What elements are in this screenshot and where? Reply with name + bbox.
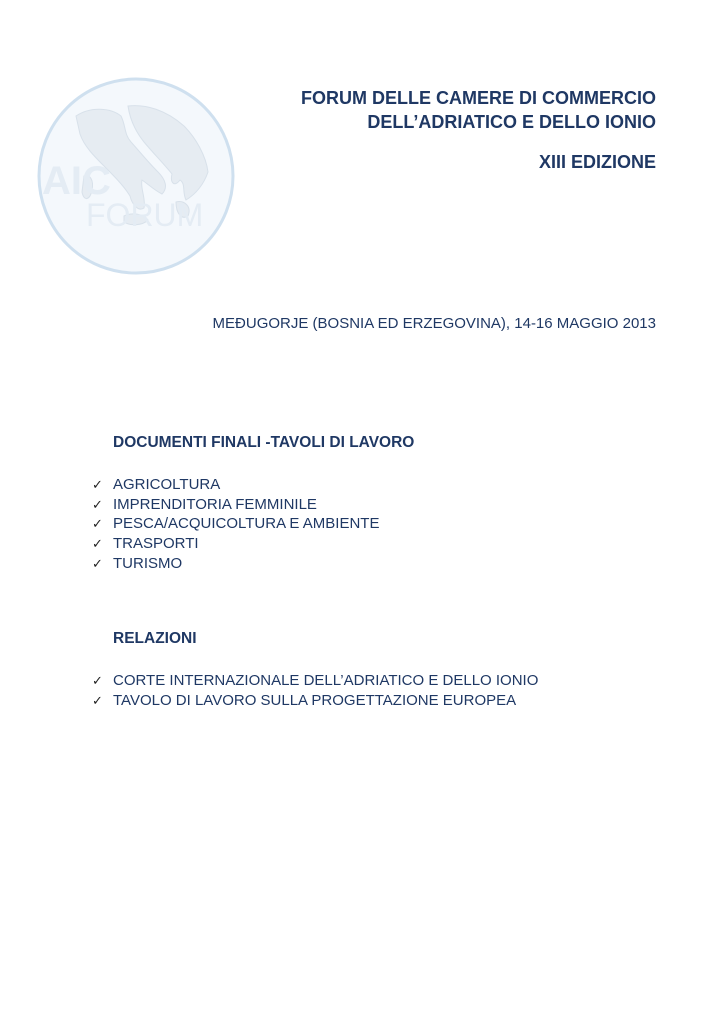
list-item: ✓ TAVOLO DI LAVORO SULLA PROGETTAZIONE EUROPEA — [92, 691, 517, 709]
list-item: ✓ CORTE INTERNAZIONALE DELL’ADRIATICO E DELLO IONIO — [92, 672, 539, 689]
check-icon: ✓ — [92, 673, 103, 688]
list-item: ✓ TRASPORTI — [92, 535, 199, 553]
relazioni-heading: RELAZIONI — [113, 630, 197, 647]
check-icon: ✓ — [92, 496, 103, 512]
list-item: ✓ AGRICOLTURA — [92, 476, 221, 493]
page-title — [301, 86, 656, 134]
list-item: ✓ TURISMO — [92, 554, 183, 572]
edition-label: XIII EDIZIONE — [538, 152, 656, 172]
logo-text-forum: FORUM — [86, 197, 204, 233]
check-icon: ✓ — [92, 516, 103, 532]
documents-heading: DOCUMENTI FINALI -TAVOLI DI LAVORO — [113, 434, 415, 451]
documents-list — [92, 475, 379, 574]
logo-text-aic: AIC — [42, 159, 111, 203]
title-line-1: FORUM DELLE CAMERE DI COMMERCIO — [301, 88, 656, 108]
check-icon: ✓ — [92, 536, 103, 552]
list-item: ✓ PESCA/ACQUICOLTURA E AMBIENTE — [92, 515, 380, 533]
check-icon: ✓ — [92, 555, 103, 571]
title-line-2: DELL’ADRIATICO E DELLO IONIO — [367, 112, 656, 132]
aic-forum-logo — [36, 76, 236, 276]
check-icon: ✓ — [92, 477, 103, 492]
relazioni-list — [92, 671, 538, 710]
list-item: ✓ IMPRENDITORIA FEMMINILE — [92, 495, 317, 513]
check-icon: ✓ — [92, 692, 103, 708]
location-date: MEĐUGORJE (BOSNIA ED ERZEGOVINA), 14-16 MAGGIO 2013 — [212, 315, 656, 332]
